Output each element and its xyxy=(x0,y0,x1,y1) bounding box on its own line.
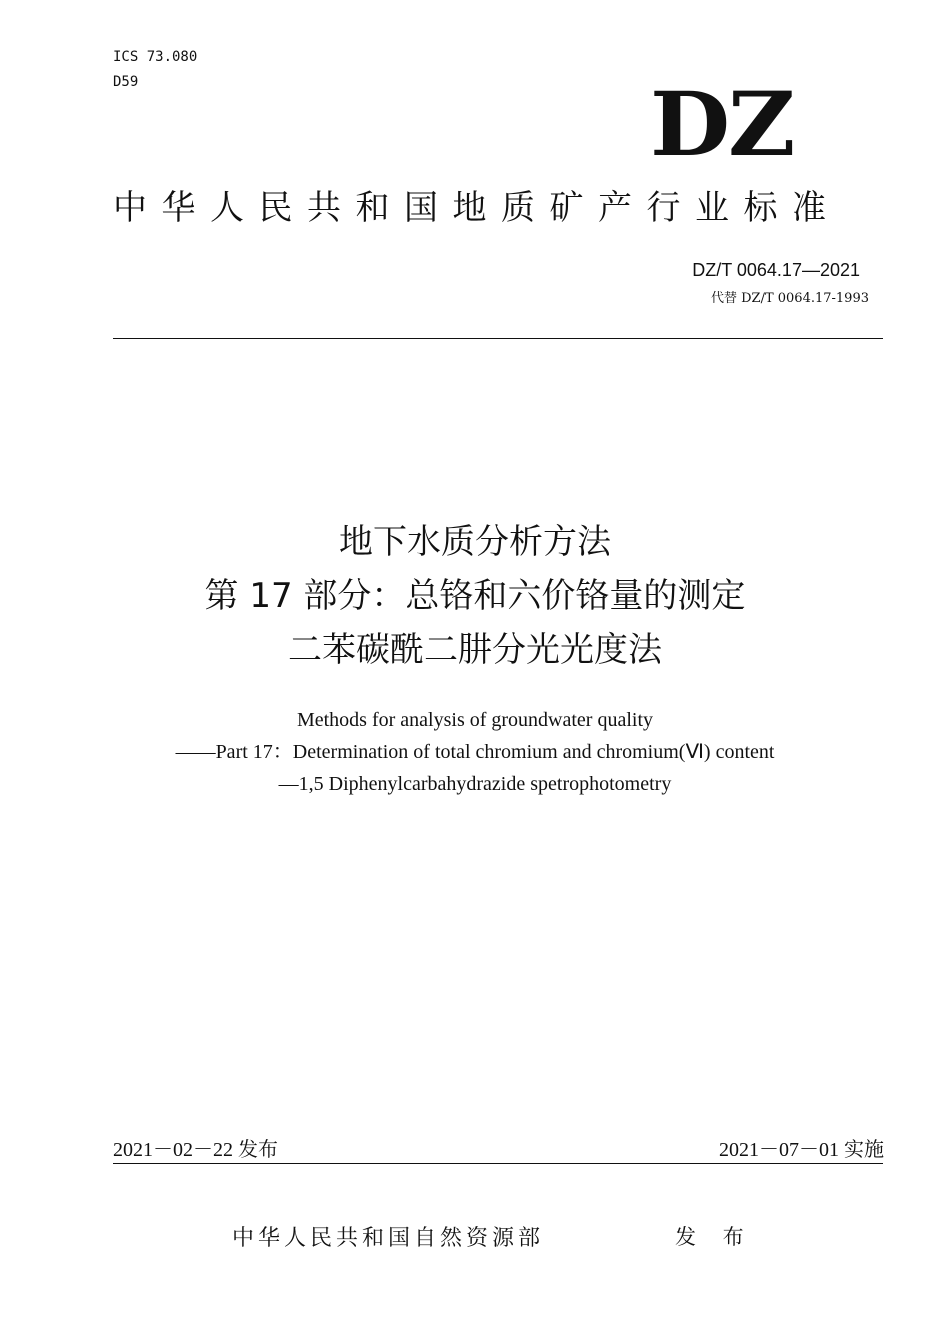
dz-logo: DZ xyxy=(650,72,794,176)
effective-date: 2021－07－01 实施 xyxy=(719,1139,884,1161)
title-en-line-2: ——Part 17：Determination of total chromium and chromium(Ⅵ) content xyxy=(175,741,775,763)
footer-divider xyxy=(113,1163,883,1164)
title-cn-line-3: 二苯碳酰二肼分光光度法 xyxy=(288,630,662,670)
ics-code: ICS 73.080 xyxy=(113,49,198,65)
replaced-standard: 代替 DZ/T 0064.17-1993 xyxy=(710,291,869,306)
header-divider xyxy=(113,338,883,339)
publish-date: 2021－02－22 发布 xyxy=(113,1139,278,1161)
title-cn-line-1: 地下水质分析方法 xyxy=(339,522,611,562)
classification-code: D59 xyxy=(113,74,139,90)
title-en-line-1: Methods for analysis of groundwater quality xyxy=(296,709,654,731)
standard-number: DZ/T 0064.17—2021 xyxy=(692,260,860,280)
title-cn-line-2: 第 17 部分：总铬和六价铬量的测定 xyxy=(204,576,746,616)
issuing-authority: 中华人民共和国自然资源部 xyxy=(232,1226,545,1251)
standard-category-title: 中华人民共和国地质矿产行业标准 xyxy=(113,188,841,228)
issue-label: 发 布 xyxy=(675,1225,754,1249)
title-en-line-3: —1,5 Diphenylcarbahydrazide spetrophotometry xyxy=(278,773,672,795)
